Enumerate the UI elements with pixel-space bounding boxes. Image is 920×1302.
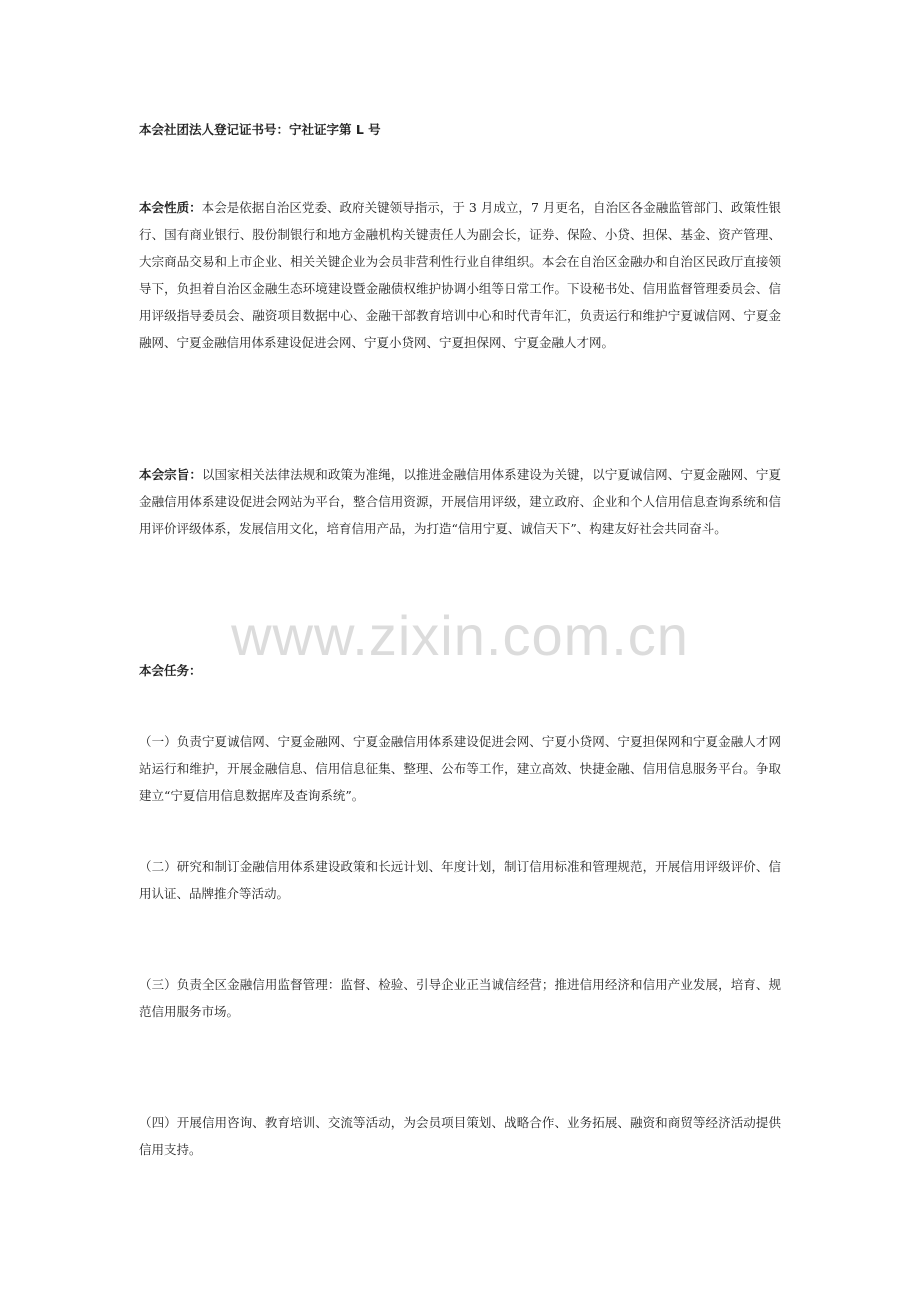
tasks-heading: 本会任务： (139, 663, 202, 678)
nature-paragraph (139, 194, 781, 356)
certificate-number: 本会社团法人登记证书号：宁社证字第 L 号 (139, 122, 381, 137)
task-item: （三）负责全区金融信用监督管理：监督、检验、引导企业正当诚信经营；推进信用经济和信用产业发展，培育、规范信用服务市场。 (139, 977, 781, 1019)
watermark: www.zixin.com.cn (231, 604, 689, 667)
purpose-text: 以国家相关法律法规和政策为准绳，以推进金融信用体系建设为关键，以宁夏诚信网、宁夏金融网、宁夏金融信用体系建设促进会网站为平台，整合信用资源，开展信用评级，建立政府、企业和个人信用信息查询系统和信用评价评级体系，发展信用文化，培育信用产品，为打造“信用宁夏、诚信天下”、构建友好社会共同奋斗。 (139, 467, 781, 536)
task-item: （二）研究和制订金融信用体系建设政策和长远计划、年度计划，制订信用标准和管理规范，开展信用评级评价、信用认证、品牌推介等活动。 (139, 859, 781, 901)
task-item: （四）开展信用咨询、教育培训、交流等活动，为会员项目策划、战略合作、业务拓展、融资和商贸等经济活动提供信用支持。 (139, 1115, 781, 1157)
nature-text: 本会是依据自治区党委、政府关键领导指示，于 3 月成立，7 月更名，自治区各金融监管部门、政策性银行、国有商业银行、股份制银行和地方金融机构关键责任人为副会长，证券、保险、小贷、担保、基金、资产管理、大宗商品交易和上市企业、相关关键企业为会员非营利性行业自律组织。本会在自治区金融办和自治区民政厅直接领导下，负担着自治区金融生态环境建设暨金融债权维护协调小组等日常工作。下设秘书处、信用监督管理委员会、信用评级指导委员会、融资项目数据中心、金融干部教育培训中心和时代青年汇，负责运行和维护宁夏诚信网、宁夏金融网、宁夏金融信用体系建设促进会网、宁夏小贷网、宁夏担保网、宁夏金融人才网。 (139, 200, 781, 350)
purpose-paragraph (139, 461, 781, 542)
purpose-label: 本会宗旨： (139, 467, 202, 482)
task-item: （一）负责宁夏诚信网、宁夏金融网、宁夏金融信用体系建设促进会网、宁夏小贷网、宁夏担保网和宁夏金融人才网站运行和维护，开展金融信息、信用信息征集、整理、公布等工作，建立高效、快捷金融、信用信息服务平台。争取建立“宁夏信用信息数据库及查询系统”。 (139, 734, 781, 803)
nature-label: 本会性质： (139, 200, 202, 215)
